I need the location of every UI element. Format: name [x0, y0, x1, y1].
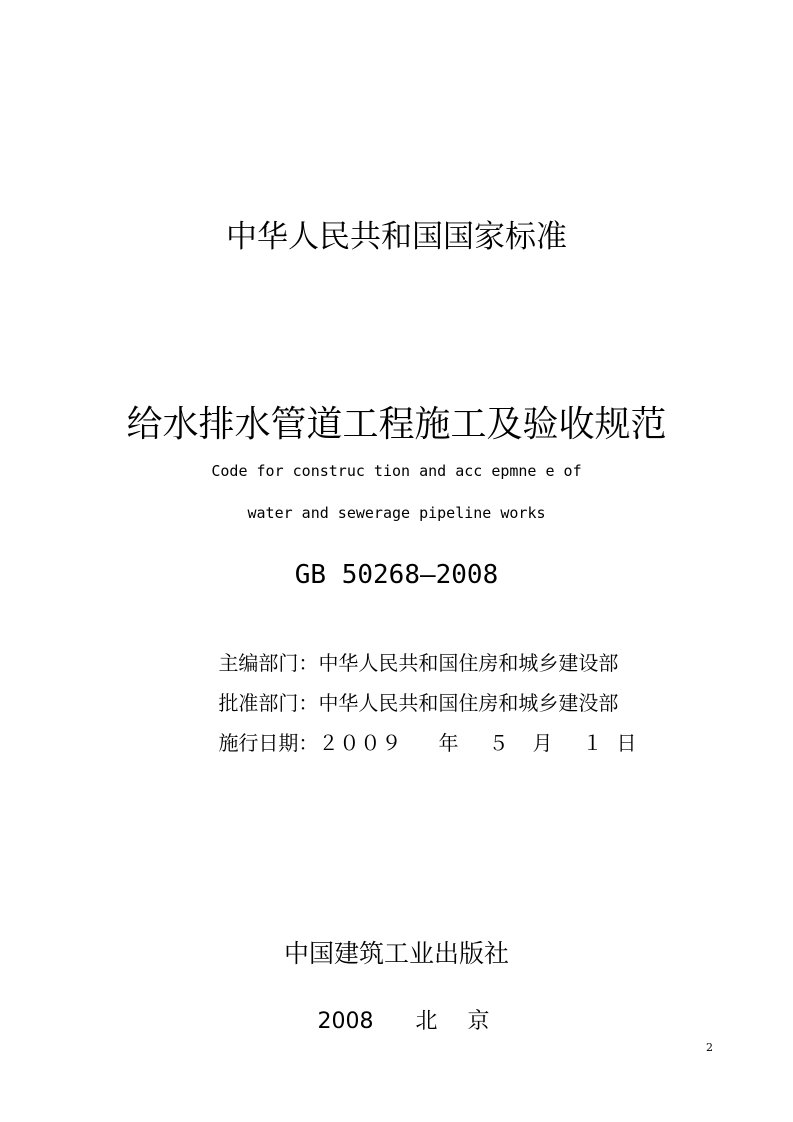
editor-row — [193, 624, 636, 675]
publisher-name: 中国建筑工业出版社 — [283, 939, 509, 968]
publication-city-char-1: 北 — [415, 1009, 438, 1034]
editor-label: 主编部门： — [218, 651, 319, 675]
document-title: 给水排水管道工程施工及验收规范 — [126, 404, 667, 445]
page-number: 2 — [706, 1041, 713, 1054]
publication-city-char-2: 京 — [467, 1009, 490, 1034]
date-month-unit: 月 — [532, 731, 553, 755]
national-standard-heading: 中华人民共和国国家标准 — [226, 219, 567, 255]
date-year: ２００９ — [318, 731, 403, 755]
english-title-line-2: water and sewerage pipeline works — [247, 504, 546, 522]
date-day: １ — [582, 731, 603, 755]
issuing-info — [193, 624, 637, 755]
standard-code: GB 50268—2008 — [294, 560, 499, 590]
publication-year: 2008 — [317, 1009, 374, 1034]
date-label: 施行日期： — [218, 731, 319, 755]
publication-year-city — [0, 979, 793, 1035]
english-title-line-1: Code for construc tion and acc epmne e of — [211, 462, 582, 480]
approver-value: 中华人民共和国住房和城乡建没部 — [318, 691, 619, 715]
approver-label: 批准部门： — [218, 691, 319, 715]
date-year-unit: 年 — [438, 731, 459, 755]
editor-value: 中华人民共和国住房和城乡建设部 — [318, 651, 619, 675]
date-day-unit: 日 — [616, 731, 637, 755]
date-month: ５ — [488, 731, 509, 755]
